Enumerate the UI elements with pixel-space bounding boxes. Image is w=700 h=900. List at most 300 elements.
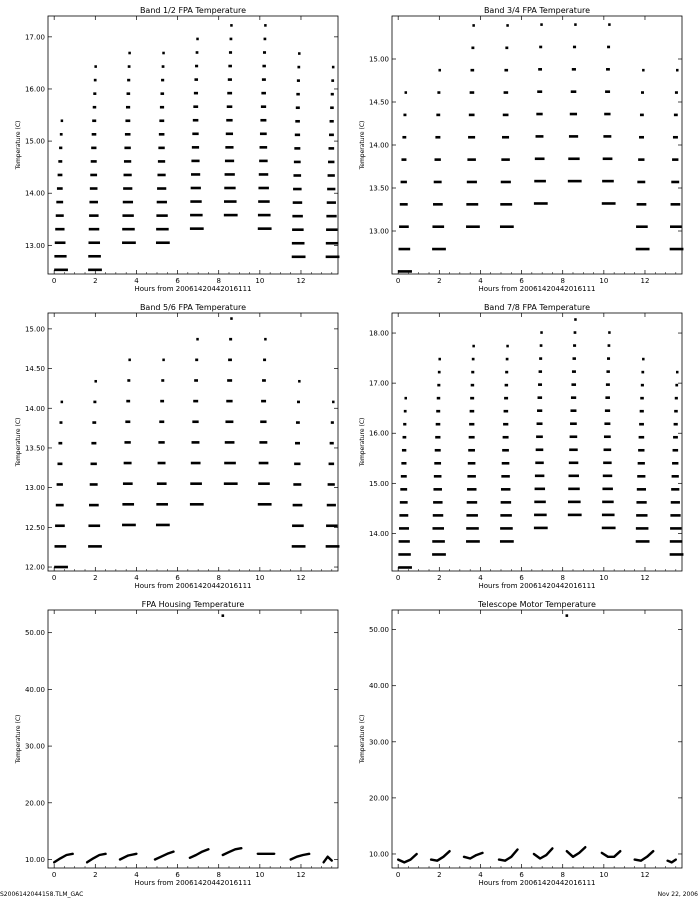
data-point bbox=[326, 524, 337, 527]
x-tick-label: 6 bbox=[175, 277, 180, 285]
data-point bbox=[400, 501, 408, 504]
x-axis-label: Hours from 20061420442016111 bbox=[134, 879, 252, 887]
x-tick-label: 4 bbox=[134, 277, 139, 285]
data-point bbox=[125, 119, 130, 122]
data-point bbox=[435, 449, 441, 452]
data-point bbox=[537, 422, 543, 425]
data-point bbox=[606, 370, 609, 373]
data-point bbox=[260, 420, 266, 423]
data-point bbox=[403, 114, 406, 117]
data-point bbox=[606, 383, 610, 386]
data-point bbox=[466, 225, 480, 228]
data-point bbox=[401, 158, 406, 161]
data-point bbox=[674, 423, 678, 426]
data-point bbox=[294, 463, 300, 466]
data-point bbox=[89, 214, 98, 217]
data-point bbox=[535, 461, 543, 464]
data-point bbox=[259, 462, 269, 465]
x-tick-label: 2 bbox=[437, 574, 442, 582]
data-point bbox=[572, 68, 576, 71]
data-point bbox=[604, 113, 610, 116]
data-point bbox=[399, 514, 408, 517]
data-point bbox=[91, 442, 96, 445]
data-point bbox=[536, 448, 544, 451]
data-points bbox=[54, 24, 339, 271]
data-point bbox=[500, 225, 514, 228]
data-point bbox=[162, 359, 164, 362]
data-point bbox=[434, 181, 442, 184]
data-point bbox=[90, 187, 98, 190]
data-point bbox=[401, 462, 406, 465]
data-point bbox=[571, 383, 576, 386]
chart-band56 bbox=[15, 303, 339, 590]
data-point bbox=[434, 475, 442, 478]
data-point bbox=[569, 461, 578, 464]
data-point bbox=[536, 435, 543, 438]
data-point bbox=[296, 93, 299, 96]
data-point bbox=[56, 201, 63, 204]
data-line bbox=[223, 848, 242, 855]
y-tick-label: 12.50 bbox=[24, 523, 45, 532]
data-point bbox=[500, 203, 512, 206]
data-point bbox=[91, 147, 96, 150]
data-point bbox=[228, 78, 232, 81]
data-line bbox=[635, 851, 654, 861]
data-point bbox=[670, 225, 682, 228]
y-tick-label: 14.00 bbox=[368, 529, 389, 538]
data-line bbox=[87, 854, 106, 863]
data-point bbox=[506, 345, 508, 348]
data-point bbox=[574, 318, 576, 321]
x-tick-label: 6 bbox=[519, 871, 524, 879]
data-point bbox=[640, 410, 644, 413]
data-point bbox=[328, 161, 334, 164]
data-point bbox=[505, 371, 508, 374]
data-point bbox=[436, 410, 440, 413]
data-point bbox=[261, 92, 266, 95]
data-point bbox=[195, 65, 198, 68]
data-point bbox=[673, 449, 679, 452]
data-point bbox=[640, 397, 644, 400]
data-point bbox=[161, 79, 164, 82]
x-tick-label: 8 bbox=[560, 871, 565, 879]
data-point bbox=[226, 119, 232, 122]
y-tick-label: 18.00 bbox=[368, 329, 389, 338]
x-tick-label: 10 bbox=[255, 871, 265, 879]
data-point bbox=[671, 181, 679, 184]
y-axis-label: Temperature (C) bbox=[15, 120, 22, 170]
data-point bbox=[225, 441, 235, 444]
data-point bbox=[59, 421, 62, 424]
y-tick-label: 40.00 bbox=[368, 682, 389, 691]
data-point bbox=[605, 90, 610, 93]
data-point bbox=[569, 448, 577, 451]
data-point bbox=[404, 410, 407, 413]
data-point bbox=[608, 331, 610, 334]
data-point bbox=[156, 524, 170, 527]
plot-frame bbox=[48, 16, 338, 274]
data-point bbox=[405, 91, 407, 94]
data-point bbox=[298, 52, 301, 55]
data-point bbox=[162, 52, 165, 55]
data-point bbox=[467, 158, 475, 161]
data-point bbox=[605, 409, 610, 412]
data-point bbox=[88, 269, 102, 272]
data-point bbox=[156, 241, 170, 244]
data-point bbox=[225, 146, 233, 149]
data-point bbox=[636, 514, 647, 517]
data-point bbox=[638, 158, 644, 161]
data-point bbox=[293, 504, 303, 507]
data-point bbox=[93, 92, 96, 95]
data-point bbox=[399, 248, 411, 251]
data-line bbox=[155, 852, 174, 860]
data-point bbox=[123, 482, 133, 485]
data-point bbox=[293, 483, 301, 486]
y-tick-label: 30.00 bbox=[24, 742, 45, 751]
data-point bbox=[190, 200, 201, 203]
x-tick-label: 10 bbox=[599, 871, 609, 879]
data-point bbox=[94, 65, 97, 68]
data-point bbox=[534, 527, 548, 530]
data-point bbox=[56, 214, 64, 217]
data-point bbox=[194, 379, 198, 382]
data-point bbox=[504, 69, 508, 72]
data-point bbox=[258, 503, 272, 506]
data-point bbox=[637, 475, 645, 478]
x-tick-label: 10 bbox=[255, 277, 265, 285]
data-point bbox=[570, 113, 577, 116]
data-point bbox=[89, 504, 99, 507]
data-point bbox=[467, 181, 477, 184]
data-point bbox=[162, 65, 165, 68]
data-point bbox=[573, 344, 576, 347]
chart-title: Telescope Motor Temperature bbox=[478, 600, 596, 609]
data-point bbox=[574, 23, 577, 26]
data-point bbox=[539, 370, 542, 373]
chart-band34 bbox=[359, 6, 683, 293]
data-point bbox=[88, 241, 100, 244]
data-point bbox=[263, 51, 266, 54]
data-points bbox=[54, 317, 339, 568]
data-point bbox=[160, 400, 164, 403]
data-point bbox=[92, 421, 96, 424]
footer-filename: S2006142044158.TLM_GAC bbox=[0, 891, 84, 898]
data-point bbox=[230, 317, 232, 320]
data-point bbox=[642, 69, 644, 72]
data-point bbox=[224, 187, 235, 190]
x-tick-label: 8 bbox=[216, 574, 221, 582]
data-point bbox=[225, 160, 234, 163]
y-tick-label: 20.00 bbox=[368, 794, 389, 803]
data-point bbox=[676, 69, 678, 72]
data-point bbox=[602, 202, 616, 205]
data-point bbox=[432, 527, 444, 530]
data-point bbox=[434, 462, 441, 465]
data-point bbox=[54, 255, 66, 258]
x-tick-label: 0 bbox=[51, 574, 57, 582]
data-point bbox=[501, 181, 511, 184]
data-point bbox=[400, 488, 407, 491]
data-point bbox=[259, 441, 267, 444]
y-axis-label: Temperature (C) bbox=[359, 417, 366, 467]
data-point bbox=[435, 436, 440, 439]
data-point bbox=[192, 420, 198, 423]
data-line bbox=[534, 848, 553, 858]
data-point bbox=[93, 106, 96, 109]
data-point bbox=[537, 409, 542, 412]
data-point bbox=[572, 357, 575, 360]
plot-frame bbox=[392, 610, 682, 868]
data-point bbox=[329, 134, 334, 137]
data-point bbox=[607, 357, 610, 360]
data-point bbox=[127, 379, 130, 382]
data-point bbox=[61, 119, 63, 122]
data-point bbox=[124, 441, 130, 444]
x-tick-label: 12 bbox=[640, 277, 650, 285]
data-point bbox=[500, 540, 514, 543]
y-tick-label: 50.00 bbox=[368, 626, 389, 635]
data-point bbox=[89, 228, 99, 231]
data-point bbox=[328, 483, 335, 486]
chart-title: FPA Housing Temperature bbox=[141, 600, 245, 609]
data-point bbox=[468, 449, 475, 452]
x-axis-label: Hours from 20061420442016111 bbox=[478, 285, 596, 293]
data-point bbox=[158, 462, 166, 465]
data-point bbox=[227, 92, 232, 95]
data-point bbox=[502, 136, 509, 139]
data-point bbox=[159, 420, 164, 423]
x-axis-label: Hours from 20061420442016111 bbox=[478, 879, 596, 887]
y-tick-label: 14.50 bbox=[368, 98, 389, 107]
data-point bbox=[127, 79, 130, 82]
data-point bbox=[432, 248, 446, 251]
data-point bbox=[539, 357, 542, 360]
data-point bbox=[94, 380, 96, 383]
data-point bbox=[671, 501, 680, 504]
data-point bbox=[672, 462, 678, 465]
x-tick-label: 6 bbox=[519, 277, 524, 285]
data-point bbox=[539, 46, 542, 49]
data-point bbox=[572, 370, 576, 373]
data-point bbox=[636, 501, 646, 504]
chart-fpa-housing bbox=[15, 600, 338, 887]
y-tick-label: 10.00 bbox=[24, 855, 45, 864]
data-point bbox=[470, 410, 475, 413]
data-point bbox=[261, 400, 266, 403]
data-point bbox=[190, 482, 202, 485]
data-point bbox=[258, 227, 272, 230]
data-point bbox=[88, 524, 100, 527]
data-point bbox=[293, 188, 302, 191]
data-point bbox=[260, 146, 268, 149]
data-point bbox=[295, 442, 300, 445]
data-point bbox=[403, 436, 407, 439]
x-tick-label: 12 bbox=[640, 871, 650, 879]
data-point bbox=[432, 225, 444, 228]
data-point bbox=[500, 527, 513, 530]
y-tick-label: 17.00 bbox=[24, 33, 45, 42]
data-point bbox=[263, 359, 266, 362]
data-point bbox=[638, 462, 645, 465]
data-point bbox=[535, 488, 545, 491]
data-point bbox=[402, 449, 406, 452]
chart-band12 bbox=[15, 6, 339, 293]
x-tick-label: 12 bbox=[296, 574, 306, 582]
data-point bbox=[124, 462, 132, 465]
x-tick-label: 0 bbox=[51, 871, 57, 879]
data-point bbox=[438, 371, 441, 374]
data-point bbox=[157, 174, 165, 177]
y-tick-label: 14.00 bbox=[368, 141, 389, 150]
data-point bbox=[292, 256, 306, 259]
data-point bbox=[55, 228, 64, 231]
data-point bbox=[504, 410, 509, 413]
y-axis-label: Temperature (C) bbox=[15, 417, 22, 467]
data-point bbox=[574, 331, 577, 334]
data-point bbox=[264, 38, 267, 41]
y-axis-label: Temperature (C) bbox=[359, 714, 366, 764]
data-point bbox=[673, 136, 678, 139]
data-point bbox=[500, 514, 512, 517]
data-point bbox=[225, 420, 233, 423]
data-point bbox=[501, 501, 511, 504]
data-point bbox=[602, 527, 616, 530]
data-point bbox=[501, 158, 509, 161]
data-point bbox=[294, 147, 300, 150]
data-point bbox=[190, 214, 203, 217]
data-point bbox=[399, 225, 409, 228]
data-point bbox=[224, 200, 237, 203]
data-point bbox=[123, 201, 133, 204]
data-series bbox=[54, 614, 332, 862]
data-point bbox=[641, 91, 644, 94]
y-tick-label: 14.00 bbox=[24, 404, 45, 413]
data-point bbox=[326, 228, 337, 231]
data-point bbox=[294, 161, 301, 164]
data-point bbox=[506, 358, 509, 361]
x-tick-label: 0 bbox=[51, 277, 57, 285]
data-point bbox=[501, 475, 509, 478]
data-point bbox=[158, 441, 164, 444]
data-point bbox=[436, 423, 441, 426]
data-point bbox=[125, 133, 131, 136]
data-point bbox=[326, 545, 340, 548]
data-point bbox=[571, 396, 576, 399]
data-point bbox=[469, 423, 474, 426]
data-point bbox=[670, 540, 683, 543]
data-point bbox=[538, 383, 542, 386]
data-point bbox=[191, 160, 199, 163]
data-point bbox=[190, 227, 204, 230]
footer-date: Nov 22, 2006 bbox=[657, 891, 698, 898]
chart-title: Band 3/4 FPA Temperature bbox=[483, 6, 591, 15]
x-tick-label: 4 bbox=[478, 574, 483, 582]
data-point bbox=[571, 90, 577, 93]
chart-band78 bbox=[359, 303, 683, 590]
x-tick-label: 6 bbox=[519, 574, 524, 582]
data-point bbox=[226, 400, 232, 403]
data-point bbox=[403, 423, 406, 426]
data-point bbox=[472, 345, 474, 348]
plot-frame bbox=[392, 313, 682, 571]
data-point bbox=[55, 241, 66, 244]
data-point bbox=[55, 545, 67, 548]
data-point bbox=[156, 503, 168, 506]
data-point bbox=[259, 160, 267, 163]
data-point bbox=[467, 488, 476, 491]
data-point bbox=[466, 203, 478, 206]
x-tick-label: 4 bbox=[134, 574, 139, 582]
data-line bbox=[398, 854, 417, 862]
data-point bbox=[160, 106, 164, 109]
data-point bbox=[433, 488, 441, 491]
data-point bbox=[607, 46, 610, 49]
data-point bbox=[191, 173, 200, 176]
data-point bbox=[569, 135, 578, 138]
data-point bbox=[401, 475, 407, 478]
data-point bbox=[292, 242, 305, 245]
data-point bbox=[674, 114, 678, 117]
data-point bbox=[61, 401, 63, 404]
data-point bbox=[603, 461, 611, 464]
data-point bbox=[540, 23, 542, 26]
data-point bbox=[672, 158, 678, 161]
data-point bbox=[190, 503, 204, 506]
data-point bbox=[505, 384, 508, 387]
y-tick-label: 15.00 bbox=[368, 479, 389, 488]
data-point bbox=[568, 488, 580, 491]
data-point bbox=[326, 256, 340, 259]
x-tick-label: 2 bbox=[437, 871, 442, 879]
data-point bbox=[260, 132, 267, 135]
data-point bbox=[470, 397, 474, 400]
data-point bbox=[332, 401, 334, 404]
data-point bbox=[89, 201, 98, 204]
data-point bbox=[469, 114, 475, 117]
data-point bbox=[122, 524, 136, 527]
y-tick-label: 14.50 bbox=[24, 365, 45, 374]
data-point bbox=[433, 501, 442, 504]
data-line bbox=[499, 850, 518, 861]
data-point bbox=[675, 91, 678, 94]
y-tick-label: 13.50 bbox=[368, 184, 389, 193]
data-points bbox=[398, 23, 683, 272]
y-tick-label: 50.00 bbox=[24, 629, 45, 638]
data-point bbox=[58, 442, 62, 445]
data-point bbox=[124, 147, 130, 150]
data-point bbox=[126, 400, 130, 403]
data-point bbox=[604, 448, 612, 451]
data-point bbox=[502, 449, 509, 452]
data-point bbox=[402, 136, 406, 139]
chart-telescope-motor bbox=[359, 600, 682, 887]
data-point bbox=[603, 135, 611, 138]
data-point bbox=[196, 38, 198, 41]
data-point bbox=[670, 514, 680, 517]
y-tick-label: 10.00 bbox=[368, 850, 389, 859]
data-line bbox=[324, 857, 332, 863]
x-tick-label: 12 bbox=[640, 574, 650, 582]
x-tick-label: 0 bbox=[395, 574, 401, 582]
data-point bbox=[196, 51, 199, 54]
data-point bbox=[128, 65, 131, 68]
data-line bbox=[567, 847, 586, 857]
data-line bbox=[602, 851, 621, 857]
x-axis-label: Hours from 20061420442016111 bbox=[478, 582, 596, 590]
data-point bbox=[671, 203, 681, 206]
data-point bbox=[637, 203, 647, 206]
